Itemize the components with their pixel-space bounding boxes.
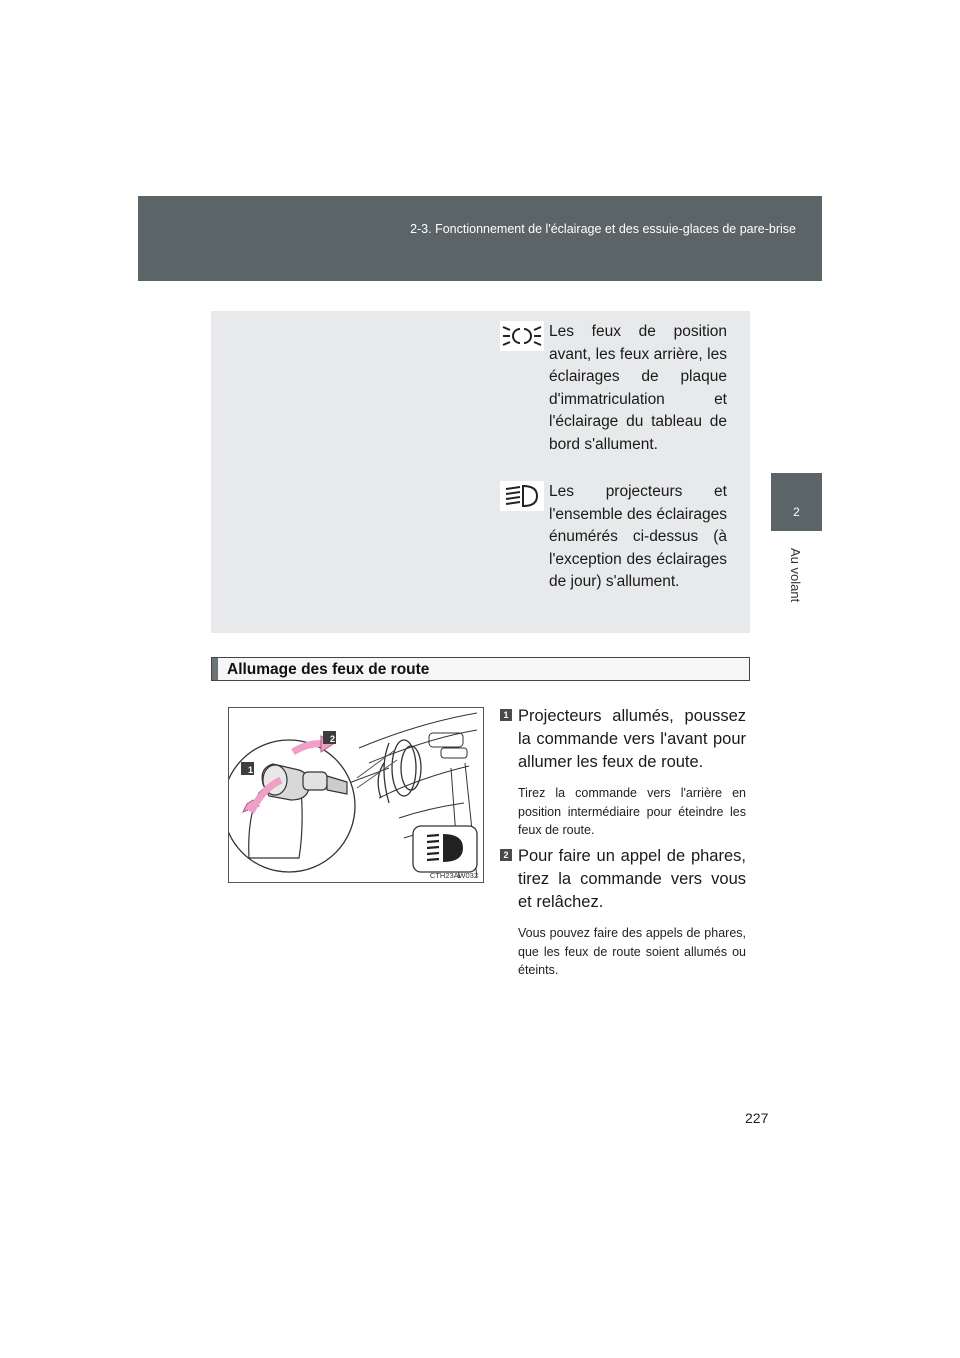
light-positions-box <box>211 311 750 633</box>
step-2-instruction: Pour faire un appel de phares, tirez la commande vers vous et relâchez. <box>518 847 746 911</box>
chapter-number: 2 <box>793 505 800 519</box>
chapter-label: Au volant <box>788 548 803 603</box>
callout-2: 2 <box>329 734 335 744</box>
headlights-icon <box>500 481 544 511</box>
step-number-2: 2 <box>500 849 512 861</box>
section-heading <box>211 657 750 681</box>
step-1-note: Tirez la commande vers l'arrière en position intermédiaire pour éteindre les feux de route. <box>518 786 746 837</box>
step-number-1: 1 <box>500 709 512 721</box>
side-marker-lights-icon <box>500 321 544 351</box>
header-band <box>138 196 822 281</box>
light-row-position-text: Les feux de position avant, les feux arrière, les éclairages de plaque d'immatriculation et l'éclairage du tableau de bord s'allument. <box>549 323 727 453</box>
figure-code: CTH23AW032 <box>429 871 478 880</box>
section-breadcrumb: 2-3. Fonctionnement de l'éclairage et des essuie-glaces de pare-brise <box>410 222 796 236</box>
chapter-tab <box>771 473 822 531</box>
step-2 <box>500 845 746 980</box>
illustration-drawing <box>229 708 483 882</box>
step-2-note: Vous pouvez faire des appels de phares, que les feux de route soient allumés ou éteints. <box>518 926 746 977</box>
callout-1: 1 <box>247 765 253 775</box>
step-1-instruction: Projecteurs allumés, poussez la commande vers l'avant pour allumer les feux de route. <box>518 707 746 771</box>
section-title: Allumage des feux de route <box>227 661 430 678</box>
step-1 <box>500 705 746 840</box>
section-accent <box>212 658 218 680</box>
high-beam-illustration <box>228 707 484 883</box>
page-number: 227 <box>745 1110 769 1126</box>
light-row-headlights-text: Les projecteurs et l'ensemble des éclairages énumérés ci-dessus (à l'exception des éclairages de jour) s'allument. <box>549 483 727 590</box>
